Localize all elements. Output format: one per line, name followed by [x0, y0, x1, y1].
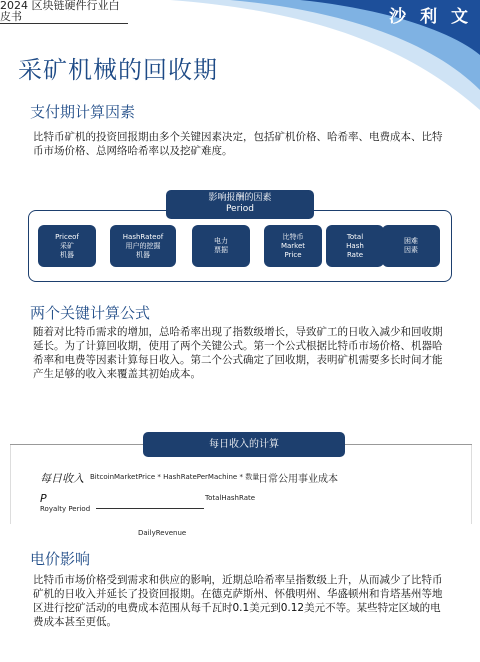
section-heading-formulas: 两个关键计算公式: [30, 304, 151, 322]
factor-hashrate: HashRateof 用户的挖掘 机器: [110, 225, 176, 267]
fraction-bar: [96, 508, 204, 509]
document-title: 2024 区块链硬件行业白皮书: [0, 0, 120, 23]
factors-title-line1: 影响报酬的因素: [208, 193, 272, 203]
royalty-period-label: Royalty Period: [40, 505, 91, 513]
payback-paragraph: 比特币矿机的投资回报期由多个关键因素决定，包括矿机价格、哈希率、电费成本、比特币市场价格、总网络哈希率以及挖矿难度。: [33, 131, 443, 157]
p-label: P: [40, 492, 47, 505]
factor-total-hashrate: Total Hash Rate: [326, 225, 384, 267]
factor-market-price: 比特币 Market Price: [264, 225, 322, 267]
daily-revenue-label: 每日收入: [40, 472, 84, 485]
daily-revenue-cost: 日常公用事业成本: [258, 474, 338, 485]
electricity-paragraph: 比特币市场价格受到需求和供应的影响，近期总哈希率呈指数级上升，从而减少了比特币矿机的日收入并延长了投资回报期。在德克萨斯州、怀俄明州、华盛顿州和肯塔基州等地区进行挖矿活动的电费成本范围从每千瓦时0.1美元到0.12美元不等。某些特定区域的电费成本甚至更低。: [33, 574, 443, 628]
section-heading-payback: 支付期计算因素: [30, 103, 136, 121]
denominator-label: DailyRevenue: [138, 529, 187, 537]
formulas-paragraph: 随着对比特币需求的增加，总哈希率出现了指数级增长，导致矿工的日收入减少和回收期延长。为了计算回收期，使用了两个关键公式。第一个公式根据比特币市场价格、机器哈希率和电费等因素计算每日收入。第二个公式确定了回收期，表明矿机需要多长时间才能产生足够的收入来覆盖其初始成本。: [33, 326, 443, 380]
factor-electricity: 电力 票据: [192, 225, 250, 267]
factor-machine-price: Priceof 采矿 机器: [38, 225, 96, 267]
page-title: 采矿机械的回收期: [18, 56, 218, 84]
section-heading-electricity: 电价影响: [30, 550, 91, 568]
factors-title-line2: Period: [225, 204, 255, 214]
factor-difficulty: 困难 因素: [382, 225, 440, 267]
factors-title: [166, 190, 314, 219]
calc-title: 每日收入的计算: [143, 432, 345, 457]
total-hashrate-label: TotalHashRate: [205, 494, 256, 502]
brand-logo: 沙 利 文: [389, 7, 472, 27]
daily-revenue-terms: BitcoinMarketPrice * HashRatePerMachine * 数量: [90, 473, 260, 481]
